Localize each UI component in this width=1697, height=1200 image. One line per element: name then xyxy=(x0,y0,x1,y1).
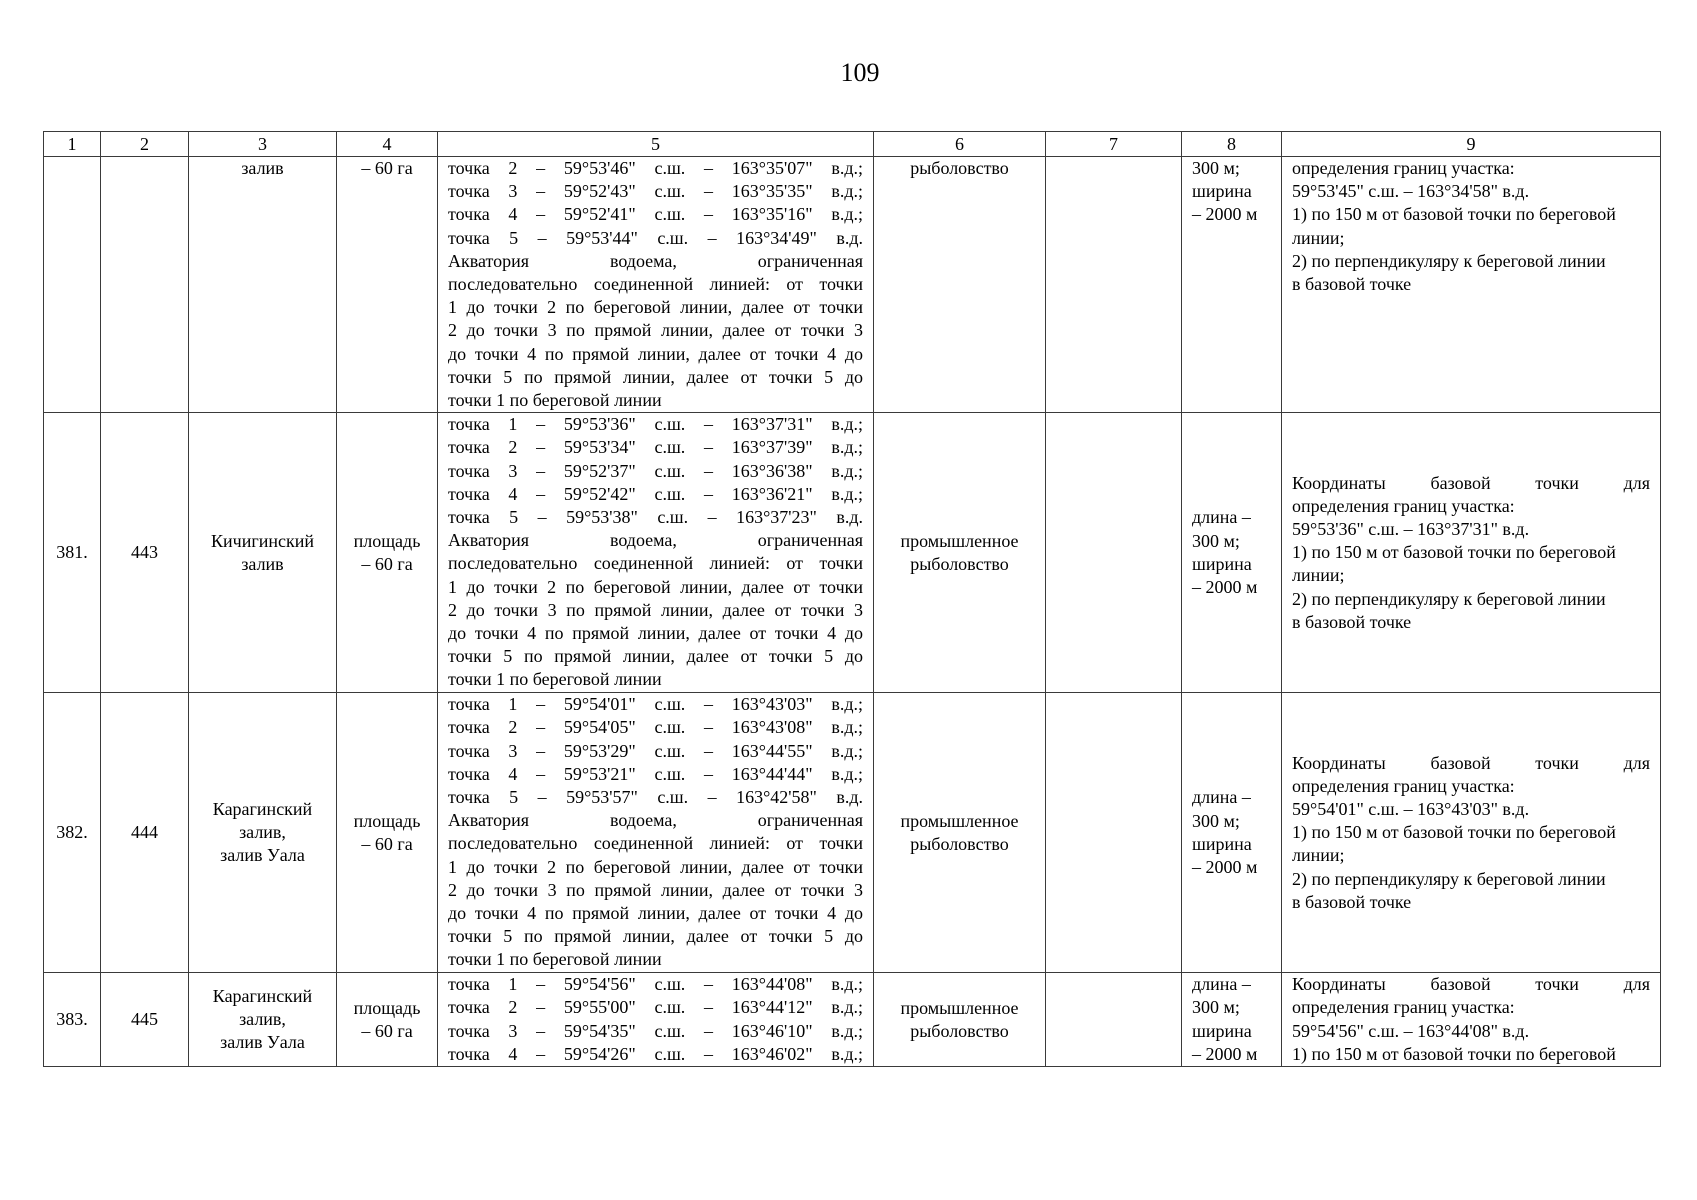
table-row xyxy=(44,693,1661,973)
boundary-line: точка 2 – 59°54'05" с.ш. – 163°43'08" в.д.; xyxy=(448,717,863,738)
boundaries-cell xyxy=(438,157,874,413)
column-header: 5 xyxy=(438,132,874,157)
boundary-line: точка 1 – 59°54'01" с.ш. – 163°43'03" в.д.; xyxy=(448,694,863,715)
column-header: 3 xyxy=(189,132,337,157)
base-point-line: линии; xyxy=(1292,845,1345,866)
base-point-line: в базовой точке xyxy=(1292,891,1412,912)
dimensions-cell xyxy=(1182,157,1282,413)
boundaries-cell xyxy=(438,973,874,1067)
boundary-line: 1 до точки 2 по береговой линии, далее от точки xyxy=(448,576,863,597)
dimensions-line: 300 м; xyxy=(1192,158,1240,178)
base-point-line: определения границ участка: xyxy=(1292,495,1515,516)
dimensions-line: длина – xyxy=(1192,974,1251,995)
empty-cell xyxy=(1046,973,1182,1067)
row-number-cell xyxy=(44,157,101,413)
dimensions-line: длина – xyxy=(1192,787,1251,808)
area-size-line: – 60 га xyxy=(361,158,413,178)
boundary-line: 1 до точки 2 по береговой линии, далее от точки xyxy=(448,856,863,877)
base-point-cell xyxy=(1282,157,1661,413)
base-point-line: Координаты базовой точки для xyxy=(1292,752,1650,773)
boundary-line: точки 5 по прямой линии, далее от точки 5 до xyxy=(448,926,863,947)
dimensions-line: ширина xyxy=(1192,181,1252,202)
boundary-line: точка 5 – 59°53'38" с.ш. – 163°37'23" в.д. xyxy=(448,507,863,528)
area-number-cell: 445 xyxy=(101,973,189,1067)
row-number-cell: 381. xyxy=(44,413,101,693)
base-point-line: 59°54'01" с.ш. – 163°43'03" в.д. xyxy=(1292,798,1530,819)
boundary-line: точка 1 – 59°53'36" с.ш. – 163°37'31" в.д.; xyxy=(448,414,863,435)
usage-type-line: промышленное xyxy=(900,997,1019,1018)
area-size-line: – 60 га xyxy=(361,833,413,854)
boundaries-cell xyxy=(438,693,874,973)
area-size-line: площадь xyxy=(353,810,421,831)
column-header: 8 xyxy=(1182,132,1282,157)
base-point-line: Координаты базовой точки для xyxy=(1292,472,1650,493)
dimensions-line: ширина xyxy=(1192,553,1252,574)
usage-type-line: промышленное xyxy=(900,810,1019,831)
column-header: 9 xyxy=(1282,132,1661,157)
base-point-line: в базовой точке xyxy=(1292,274,1412,295)
dimensions-cell xyxy=(1182,413,1282,693)
dimensions-line: – 2000 м xyxy=(1192,1043,1258,1064)
dimensions-line: ширина xyxy=(1192,833,1252,854)
usage-type-line: рыболовство xyxy=(910,833,1009,854)
boundary-line: точка 3 – 59°54'35" с.ш. – 163°46'10" в.д.; xyxy=(448,1020,863,1041)
usage-type-line: рыболовство xyxy=(910,1020,1009,1041)
area-size-cell xyxy=(337,693,438,973)
fishing-areas-table xyxy=(43,131,1661,1067)
table-row xyxy=(44,973,1661,1067)
dimensions-line: 300 м; xyxy=(1192,530,1240,551)
column-header: 6 xyxy=(874,132,1046,157)
usage-type-cell xyxy=(874,157,1046,413)
base-point-cell xyxy=(1282,693,1661,973)
base-point-line: определения границ участка: xyxy=(1292,775,1515,796)
boundary-line: точка 3 – 59°52'43" с.ш. – 163°35'35" в.д.; xyxy=(448,181,863,202)
water-body-cell xyxy=(189,157,337,413)
row-number-cell: 382. xyxy=(44,693,101,973)
base-point-line: 59°53'45" с.ш. – 163°34'58" в.д. xyxy=(1292,181,1530,202)
column-header: 2 xyxy=(101,132,189,157)
boundary-line: точка 5 – 59°53'44" с.ш. – 163°34'49" в.д. xyxy=(448,227,863,248)
water-body-line: залив Уала xyxy=(220,845,305,866)
dimensions-cell xyxy=(1182,973,1282,1067)
base-point-line: 1) по 150 м от базовой точки по береговой xyxy=(1292,1043,1616,1064)
table-row xyxy=(44,157,1661,413)
water-body-line: Кичигинский xyxy=(211,530,314,551)
boundary-line: 2 до точки 3 по прямой линии, далее от точки 3 xyxy=(448,599,863,620)
boundary-line: точка 3 – 59°52'37" с.ш. – 163°36'38" в.д.; xyxy=(448,460,863,481)
page-number: 109 xyxy=(840,58,880,87)
boundary-line: точка 4 – 59°52'42" с.ш. – 163°36'21" в.д.; xyxy=(448,483,863,504)
base-point-line: в базовой точке xyxy=(1292,611,1412,632)
dimensions-line: ширина xyxy=(1192,1020,1252,1041)
water-body-line: Карагинский xyxy=(212,798,313,819)
boundary-line: Акватория водоема, ограниченная xyxy=(448,250,863,271)
usage-type-line: рыболовство xyxy=(910,553,1009,574)
boundary-line: точки 5 по прямой линии, далее от точки 5 до xyxy=(448,366,863,387)
water-body-line: залив xyxy=(241,553,284,574)
area-size-line: площадь xyxy=(353,997,421,1018)
dimensions-line: длина – xyxy=(1192,507,1251,528)
area-size-cell xyxy=(337,157,438,413)
base-point-cell xyxy=(1282,413,1661,693)
column-header: 1 xyxy=(44,132,101,157)
dimensions-line: – 2000 м xyxy=(1192,204,1258,225)
usage-type-cell xyxy=(874,413,1046,693)
boundary-line: до точки 4 по прямой линии, далее от точки 4 до xyxy=(448,343,863,364)
area-size-cell xyxy=(337,973,438,1067)
boundary-line: точки 1 по береговой линии xyxy=(448,390,662,411)
base-point-line: 1) по 150 м от базовой точки по береговой xyxy=(1292,822,1616,843)
base-point-cell xyxy=(1282,973,1661,1067)
area-size-cell xyxy=(337,413,438,693)
water-body-line: залив, xyxy=(239,1009,286,1030)
water-body-line: Карагинский xyxy=(212,985,313,1006)
dimensions-line: – 2000 м xyxy=(1192,576,1258,597)
base-point-line: Координаты базовой точки для xyxy=(1292,974,1650,995)
boundary-line: точка 2 – 59°55'00" с.ш. – 163°44'12" в.д.; xyxy=(448,997,863,1018)
row-number-cell: 383. xyxy=(44,973,101,1067)
boundary-line: 2 до точки 3 по прямой линии, далее от точки 3 xyxy=(448,320,863,341)
base-point-line: определения границ участка: xyxy=(1292,997,1515,1018)
boundary-line: точки 5 по прямой линии, далее от точки 5 до xyxy=(448,646,863,667)
dimensions-line: 300 м; xyxy=(1192,810,1240,831)
boundary-line: последовательно соединенной линией: от точки xyxy=(448,553,863,574)
boundary-line: точка 4 – 59°53'21" с.ш. – 163°44'44" в.д.; xyxy=(448,763,863,784)
boundary-line: последовательно соединенной линией: от точки xyxy=(448,833,863,854)
area-number-cell: 443 xyxy=(101,413,189,693)
area-size-line: – 60 га xyxy=(361,1020,413,1041)
column-number-row xyxy=(44,132,1661,157)
boundaries-cell xyxy=(438,413,874,693)
dimensions-line: – 2000 м xyxy=(1192,856,1258,877)
boundary-line: точка 2 – 59°53'34" с.ш. – 163°37'39" в.д.; xyxy=(448,437,863,458)
base-point-line: 1) по 150 м от базовой точки по береговой xyxy=(1292,204,1616,225)
boundary-line: 1 до точки 2 по береговой линии, далее от точки xyxy=(448,297,863,318)
base-point-line: линии; xyxy=(1292,565,1345,586)
water-body-cell xyxy=(189,413,337,693)
boundary-line: точка 3 – 59°53'29" с.ш. – 163°44'55" в.д.; xyxy=(448,740,863,761)
usage-type-cell xyxy=(874,973,1046,1067)
area-number-cell xyxy=(101,157,189,413)
water-body-cell xyxy=(189,693,337,973)
usage-type-line: рыболовство xyxy=(910,158,1009,178)
base-point-line: линии; xyxy=(1292,227,1345,248)
boundary-line: точка 2 – 59°53'46" с.ш. – 163°35'07" в.д.; xyxy=(448,158,863,178)
area-size-line: площадь xyxy=(353,530,421,551)
base-point-line: 59°53'36" с.ш. – 163°37'31" в.д. xyxy=(1292,518,1530,539)
water-body-line: залив Уала xyxy=(220,1032,305,1053)
column-header: 7 xyxy=(1046,132,1182,157)
boundary-line: точка 4 – 59°52'41" с.ш. – 163°35'16" в.д.; xyxy=(448,204,863,225)
boundary-line: до точки 4 по прямой линии, далее от точки 4 до xyxy=(448,903,863,924)
water-body-line: залив, xyxy=(239,822,286,843)
boundary-line: до точки 4 по прямой линии, далее от точки 4 до xyxy=(448,623,863,644)
base-point-line: 59°54'56" с.ш. – 163°44'08" в.д. xyxy=(1292,1020,1530,1041)
usage-type-cell xyxy=(874,693,1046,973)
boundary-line: точка 5 – 59°53'57" с.ш. – 163°42'58" в.д. xyxy=(448,787,863,808)
empty-cell xyxy=(1046,413,1182,693)
boundary-line: последовательно соединенной линией: от точки xyxy=(448,274,863,295)
boundary-line: точка 4 – 59°54'26" с.ш. – 163°46'02" в.д.; xyxy=(448,1043,863,1064)
boundary-line: точка 1 – 59°54'56" с.ш. – 163°44'08" в.д.; xyxy=(448,974,863,995)
boundary-line: точки 1 по береговой линии xyxy=(448,669,662,690)
water-body-line: залив xyxy=(241,158,284,178)
base-point-line: 2) по перпендикуляру к береговой линии xyxy=(1292,250,1606,271)
area-size-line: – 60 га xyxy=(361,553,413,574)
boundary-line: Акватория водоема, ограниченная xyxy=(448,810,863,831)
dimensions-cell xyxy=(1182,693,1282,973)
usage-type-line: промышленное xyxy=(900,530,1019,551)
empty-cell xyxy=(1046,157,1182,413)
base-point-line: 2) по перпендикуляру к береговой линии xyxy=(1292,588,1606,609)
base-point-line: 2) по перпендикуляру к береговой линии xyxy=(1292,868,1606,889)
column-header: 4 xyxy=(337,132,438,157)
boundary-line: точки 1 по береговой линии xyxy=(448,949,662,970)
boundary-line: Акватория водоема, ограниченная xyxy=(448,530,863,551)
base-point-line: 1) по 150 м от базовой точки по береговой xyxy=(1292,542,1616,563)
water-body-cell xyxy=(189,973,337,1067)
area-number-cell: 444 xyxy=(101,693,189,973)
dimensions-line: 300 м; xyxy=(1192,997,1240,1018)
table-row xyxy=(44,413,1661,693)
empty-cell xyxy=(1046,693,1182,973)
base-point-line: определения границ участка: xyxy=(1292,158,1515,178)
boundary-line: 2 до точки 3 по прямой линии, далее от точки 3 xyxy=(448,879,863,900)
